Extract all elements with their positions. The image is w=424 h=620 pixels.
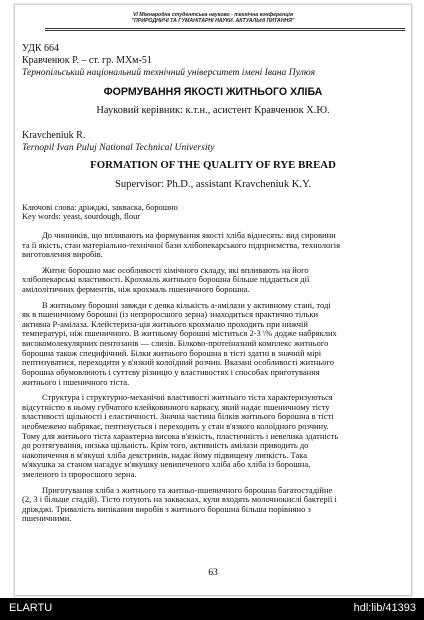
conference-header-line1: VI Міжнародна студентська науково - технічна конференція (132, 12, 294, 18)
paragraph-line: м'якушка за станом нагадує м'якушку невипеченого хліба або хліба із борошна, (22, 460, 311, 470)
institution-ua: Тернопільський національний технічний університет імені Івана Пулюя (22, 67, 316, 78)
paragraph-line: борошна також специфічний. Білки житнього борошна в тісті здатні в значній мірі (22, 348, 322, 358)
paragraph-line: властивості щільності і еластичності. Значна частина білків житнього борошна в тісті (22, 412, 334, 422)
paragraph-line: Житнє борошно має особливості хімічного складу, які впливають на його (42, 265, 309, 275)
paragraph (22, 266, 406, 295)
header-rule-top (45, 28, 405, 29)
supervisor-ua: Науковий керівник: к.т.н., асистент Кравченюк Х.Ю. (96, 105, 330, 116)
paragraph-line: хлібопекарські властивості. Крохмаль житнього борошна більше піддається дії (22, 275, 310, 285)
article-body (22, 231, 406, 530)
paragraph-line: дріжджі. Тривалість випікання виробів з житнього борошна більша порівняно з (22, 504, 311, 514)
conference-header-line2: "ПРИРОДНИЧІ ТА ГУМАНІТАРНІ НАУКИ. АКТУАЛЬНІ ПИТАННЯ" (131, 18, 295, 24)
author-ua: Кравченюк Р. – ст. гр. МХм-51 (22, 55, 152, 66)
paragraph-line: пептизуватися, переходити у в'язкий колоїдний розчин. Вказані особливості житнього (22, 358, 334, 368)
paragraph-line: виготовлення виробів. (22, 250, 103, 260)
footer-bar (0, 598, 424, 620)
paragraph-line: (2, 3 і більше стадій). Тісто готують на заквасках, кули входять молочнокислі бактерії і (22, 495, 337, 505)
paragraph (22, 301, 406, 387)
paragraph-line: необмежено набрякає, пептизується і переходить у стан в'язкого колоїдного розчину. (22, 421, 329, 431)
paragraph-line: температурі, ніж пшеничного. В житньому борошні міститься 2-3 \% додже набряклих (22, 329, 337, 339)
keywords-en: Key words: yeast, sourdough, flour (22, 212, 141, 221)
udk-code: УДК 664 (22, 43, 60, 54)
paragraph-line: житнього і пшеничного тіста. (22, 377, 130, 387)
title-ua: ФОРМУВАННЯ ЯКОСТІ ЖИТНЬОГО ХЛІБА (103, 86, 323, 98)
title-en: FORMATION OF THE QUALITY OF RYE BREAD (90, 159, 336, 171)
page-number: 63 (208, 567, 218, 578)
paragraph-line: борошна обумовлюють і суттєву різницю у властивостях і способах приготування (22, 367, 320, 377)
document-page (14, 4, 412, 596)
paragraph-line: Тому для житнього тіста характерна висока в'язкість, пластичність і невелика здатність (22, 431, 339, 441)
header-rule-bottom (45, 30, 405, 31)
institution-en: Ternopil Ivan Puluj National Technical University (22, 142, 215, 153)
paragraph-line: Приготування хліба з житнього та житньо-пшеничного борошна багатостадійне (42, 485, 333, 495)
paragraph-line: В житньому борошні завжди є деяка кількість a-амілази у активному стані, тоді (42, 300, 331, 310)
paragraph-line: до розтягування, низька щільність. Крім того, активність амілази приводить до (22, 441, 309, 451)
paragraph-line: До чинників, що впливають на формування якості хліба віднесять: вид сировини (42, 231, 336, 240)
paragraph-line: Структура і структурно-механічні властивості житнього тіста характеризуються (42, 393, 333, 403)
paragraph-line: та її якість, стан матеріально-технічної бази хлібопекарського підприємства, технологія (22, 240, 341, 250)
supervisor-en: Supervisor: Ph.D., assistant Kravcheniuk K.Y. (114, 179, 312, 190)
paragraph (22, 393, 406, 479)
paragraph-line: амілолітичних ферментів, ніж крохмаль пшеничного борошна. (22, 285, 250, 295)
paragraph (22, 231, 406, 260)
paragraph (22, 486, 406, 524)
repository-name: ELARTU (9, 602, 53, 614)
paragraph-line: як в пшеничному борошні (із непроросшого зерна) знаходиться практично тільки (22, 310, 319, 320)
paragraph-line: активна Р-амілаза. Клейстериза-ція житнього крохмалю проходить при нижчій (22, 319, 308, 329)
paragraph-line: високомолекулярних пентозанів — слизів. Білково-протеїназний комплекс житнього (22, 339, 329, 349)
paragraph-line: відсутністю в ньому губчатого клейковинного каркасу, який надає пшеничному тісту (22, 402, 330, 412)
author-en: Kravcheniuk R. (22, 130, 86, 141)
paragraph-line: змеленого із проросшого зерна. (22, 470, 137, 480)
handle-identifier[interactable]: hdl:lib/41393 (353, 602, 416, 614)
paragraph-line: накопичення в м'якуші хліба декстринів, надає йому підвищену липкість. Така (22, 450, 308, 460)
paragraph-line: пшеничними. (22, 514, 72, 524)
keywords-ua: Ключові слова: дріжджі, закваска, борошно (22, 203, 178, 212)
